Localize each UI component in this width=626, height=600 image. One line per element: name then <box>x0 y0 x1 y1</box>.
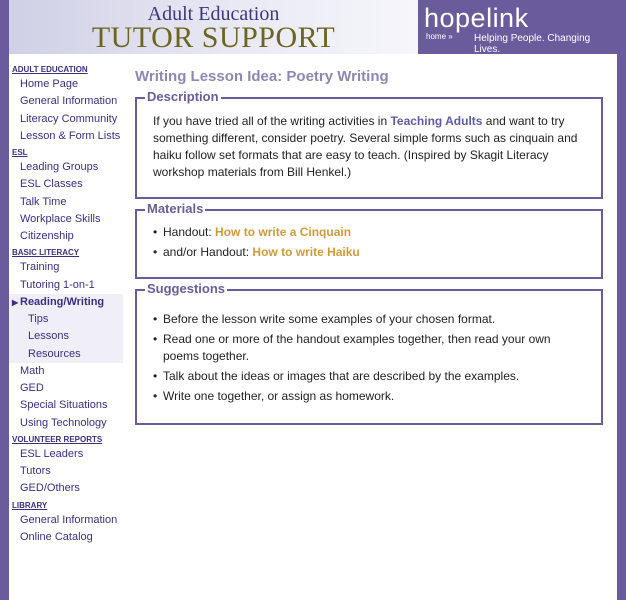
sidebar-section-volunteer-reports[interactable]: VOLUNTEER REPORTS <box>12 434 103 444</box>
list-item: • Talk about the ideas or images that are described by the examples. <box>145 368 577 385</box>
hopelink-banner <box>418 0 617 54</box>
materials-box <box>135 201 603 279</box>
sidebar-item-home-page[interactable]: Home Page <box>20 78 79 90</box>
suggestions-legend: Suggestions <box>147 281 226 296</box>
material-prefix: Handout: <box>163 225 216 239</box>
sidebar-subitem-resources[interactable]: Resources <box>9 346 123 363</box>
sidebar-nav <box>9 62 123 546</box>
banner-title-line1: Adult Education <box>147 3 280 25</box>
materials-list <box>137 211 601 261</box>
tagline: Helping People. Changing Lives. <box>474 33 591 55</box>
list-item: • Write one together, or assign as homework. <box>145 388 577 405</box>
home-link[interactable]: home » <box>426 32 453 41</box>
arrow-right-icon: ▶ <box>12 297 19 307</box>
sidebar-item-special-situations[interactable]: Special Situations <box>20 399 108 412</box>
suggestions-list <box>137 291 601 405</box>
sidebar-subitem-lessons[interactable]: Lessons <box>9 328 123 345</box>
description-text <box>137 99 601 181</box>
sidebar-section-library[interactable]: LIBRARY <box>12 500 48 510</box>
sidebar-section-adult-education[interactable]: ADULT EDUCATION <box>12 65 88 74</box>
sidebar-item-using-technology[interactable]: Using Technology <box>20 416 107 429</box>
sidebar-item-workplace-skills[interactable]: Workplace Skills <box>20 212 101 225</box>
sidebar-item-citizenship[interactable]: Citizenship <box>20 230 74 242</box>
sidebar-subitem-tips[interactable]: Tips <box>9 311 123 328</box>
sidebar-item-general-information[interactable]: General Information <box>20 95 118 108</box>
page-title: Writing Lesson Idea: Poetry Writing <box>135 68 389 85</box>
cinquain-handout-link[interactable]: How to write a Cinquain <box>215 225 352 239</box>
sidebar-item-ged[interactable]: GED <box>20 382 44 394</box>
sidebar-item-talk-time[interactable]: Talk Time <box>20 195 67 208</box>
sidebar-item-esl-leaders[interactable]: ESL Leaders <box>20 447 84 460</box>
description-text-after: and want to try something different, consider poetry. Several simple forms such as cinquain and haiku follow set formats that are easy to teach. (Inspired by Skagit Literacy workshop materials from Bill Henkel.) <box>153 114 578 179</box>
description-legend: Description <box>147 89 219 104</box>
sidebar-item-tutors[interactable]: Tutors <box>20 465 51 477</box>
sidebar-item-library-general-information[interactable]: General Information <box>20 513 118 526</box>
sidebar-item-label: Reading/Writing <box>20 295 105 308</box>
materials-legend: Materials <box>147 201 204 216</box>
description-text-before: If you have tried all of the writing activities in <box>153 114 391 128</box>
material-prefix: and/or Handout: <box>163 245 253 259</box>
sidebar-item-reading-writing[interactable] <box>9 294 123 311</box>
sidebar-item-tutoring-1-on-1[interactable]: Tutoring 1-on-1 <box>20 278 95 291</box>
list-item: • Before the lesson write some examples of your chosen format. <box>145 311 577 328</box>
haiku-handout-link[interactable]: How to write Haiku <box>252 245 360 259</box>
list-item <box>145 224 593 241</box>
sidebar-item-literacy-community[interactable]: Literacy Community <box>20 112 118 125</box>
sidebar-item-lesson-form-lists[interactable]: Lesson & Form Lists <box>20 129 121 142</box>
hopelink-logo[interactable]: hopelink <box>424 3 529 33</box>
sidebar-section-esl[interactable]: ESL <box>12 148 28 157</box>
sidebar-item-training[interactable]: Training <box>20 261 60 274</box>
banner <box>9 0 418 54</box>
banner-title-line2: TUTOR SUPPORT <box>91 21 336 54</box>
list-item <box>145 244 593 261</box>
list-item: • Read one or more of the handout examples together, then read your own poems together. <box>145 331 577 365</box>
description-box <box>135 89 603 199</box>
sidebar-section-basic-literacy[interactable]: BASIC LITERACY <box>12 248 80 258</box>
sidebar-item-online-catalog[interactable]: Online Catalog <box>20 530 93 543</box>
sidebar-item-ged-others[interactable]: GED/Others <box>20 482 80 495</box>
teaching-adults-link[interactable]: Teaching Adults <box>390 114 483 128</box>
sidebar-item-leading-groups[interactable]: Leading Groups <box>20 161 99 173</box>
main-content <box>135 68 603 425</box>
sidebar-item-esl-classes[interactable]: ESL Classes <box>20 178 83 191</box>
suggestions-box <box>135 281 603 425</box>
sidebar-item-math[interactable]: Math <box>20 364 45 377</box>
page-frame <box>9 0 617 600</box>
